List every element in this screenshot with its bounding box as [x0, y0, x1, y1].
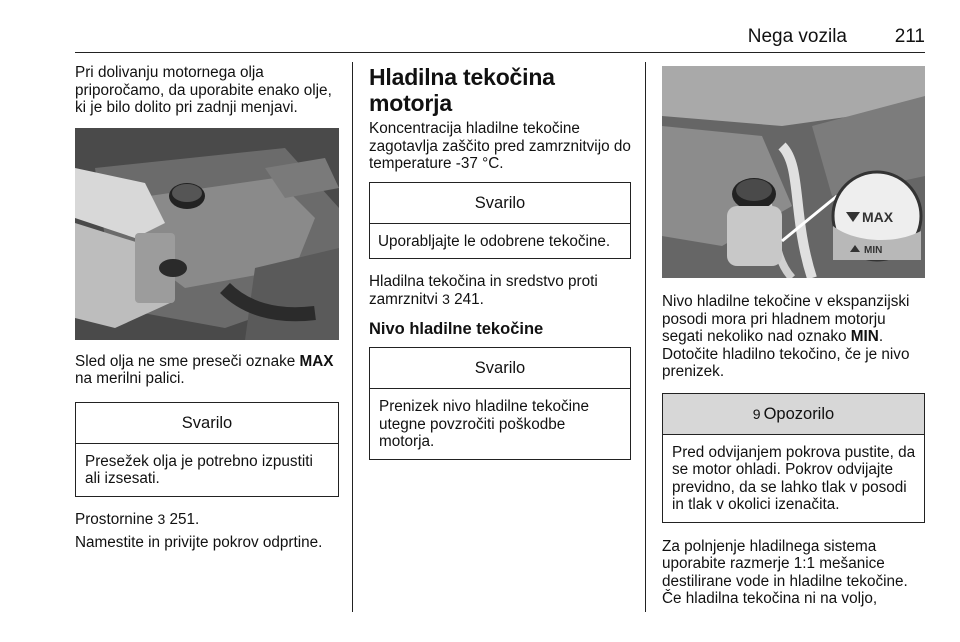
warning-triangle-icon: 9 — [752, 405, 761, 422]
column-1 — [75, 64, 340, 552]
notice-box-oil — [75, 402, 339, 497]
notice-title: Svarilo — [370, 183, 630, 224]
notice-title: Svarilo — [370, 348, 630, 389]
column-divider-2 — [645, 62, 646, 612]
section-title: Nega vozila — [747, 26, 847, 47]
warning-text: Pred odvijanjem pokrova pustite, da se motor ohladi. Pokrov odvijajte previdno, da se lahko tlak v posodi in tlak v okolici izenačita. — [672, 443, 916, 513]
max-label: MAX — [299, 352, 334, 370]
column-divider-1 — [352, 62, 353, 612]
page-reference-icon: 3 — [442, 290, 450, 307]
coolant-heading: Hladilna tekočina motorja — [369, 64, 555, 116]
oil-intro-text: Pri dolivanju motornega olja priporočamo, da uporabite enako olje, ki je bilo dolito pri zadnji menjavi. — [75, 64, 332, 116]
cap-instruction-text: Namestite in privijte pokrov odprtine. — [75, 534, 323, 551]
page-number: 211 — [894, 26, 925, 47]
notice-text: Prenizek nivo hladilne tekočine utegne povzročiti poškodbe motorja. — [379, 398, 590, 450]
coolant-level-subheading: Nivo hladilne tekočine — [369, 320, 544, 338]
notice-title: Svarilo — [76, 403, 338, 444]
filling-instruction-text: Za polnjenje hladilnega sistema uporabite razmerje 1:1 mešanice destilirane vode in hladilne tekočine. Če hladilna tekočina ni na voljo, — [662, 537, 908, 607]
coolant-intro-text: Koncentracija hladilne tekočine zagotavlja zaščito pred zamrznitvijo do temperature -37 °C. — [369, 120, 631, 172]
notice-box-coolant — [369, 182, 631, 260]
min-label: MIN — [850, 328, 879, 345]
capacities-reference: Prostornine 3 251. — [75, 510, 200, 528]
notice-text: Uporabljajte le odobrene tekočine. — [378, 232, 611, 250]
max-mark-label: MAX — [862, 209, 894, 225]
column-3 — [662, 64, 927, 608]
warning-header — [663, 394, 924, 435]
page-reference-icon: 3 — [157, 510, 166, 527]
notice-text: Presežek olja je potrebno izpustiti ali izsesati. — [85, 452, 313, 487]
max-mark-text: Sled olja ne sme preseči oznake MAX na merilni palici. — [75, 352, 334, 387]
page-header — [75, 26, 925, 50]
min-mark-label: MIN — [864, 245, 883, 256]
column-2 — [369, 64, 633, 460]
notice-box-level — [369, 347, 631, 460]
oil-filling-illustration — [75, 128, 339, 340]
header-rule — [75, 52, 925, 53]
antifreeze-reference: Hladilna tekočina in sredstvo proti zamrznitvi 3 241. — [369, 273, 598, 308]
warning-title: Opozorilo — [763, 404, 835, 423]
warning-box — [662, 393, 925, 523]
coolant-level-text: Nivo hladilne tekočine v ekspanzijski posodi mora pri hladnem motorju segati nekoliko nad oznako MIN. Dotočite hladilno tekočino, če je nivo prenizek. — [662, 293, 910, 380]
coolant-reservoir-illustration — [662, 66, 925, 278]
